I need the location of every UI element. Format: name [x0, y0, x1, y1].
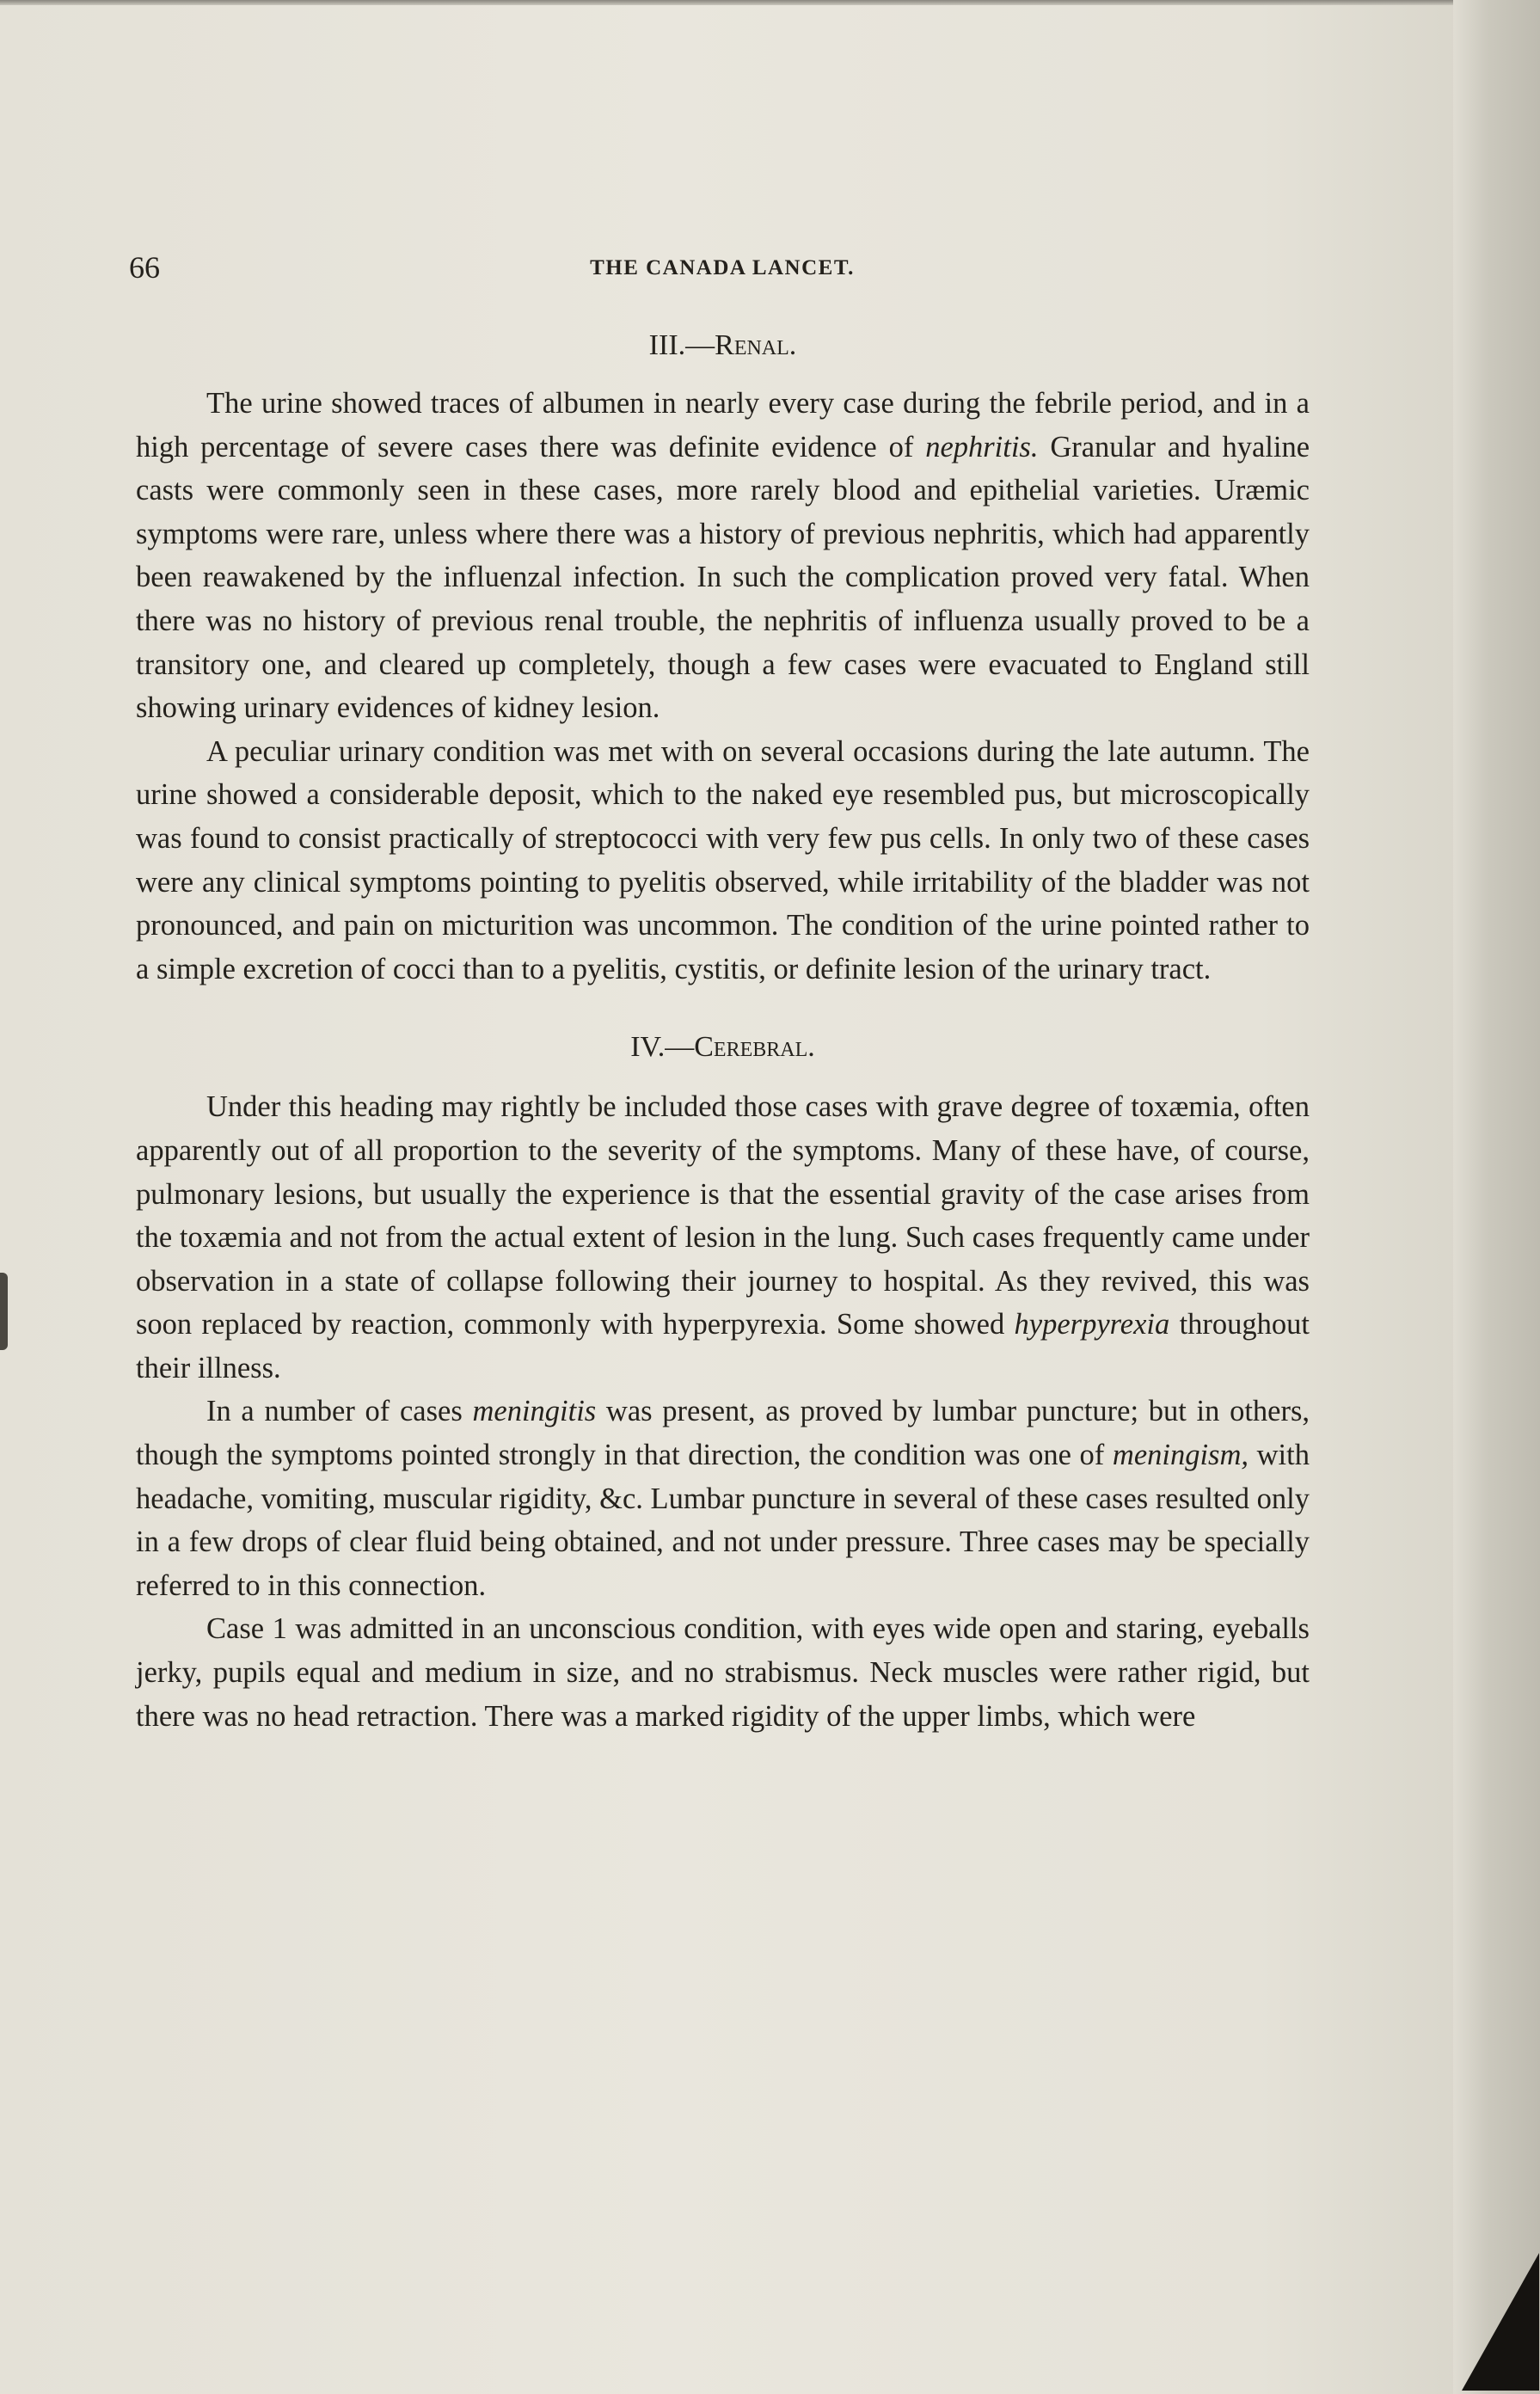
text-run: was present, as proved by lumbar puncture; but in others, though the symptoms pointed strongly in that direction, the condition was one of — [136, 1395, 1310, 1472]
paragraph — [136, 730, 1310, 991]
italic-term: meningism, — [1112, 1439, 1249, 1472]
text-run: with headache, vomiting, muscular rigidity, &c. Lumbar puncture in several of these cases resulted only in a few drops of clear fluid being obtained, and not under pressure. Three cases may be specially referred to in this connection. — [136, 1439, 1310, 1602]
text-run: A peculiar urinary condition was met with on several occasions during the late autumn. The urine showed a considerable deposit, which to the naked eye resembled pus, but microscopically was found to consist practically of streptococci with very few pus cells. In only two of these cases were any clinical symptoms pointing to pyelitis observed, while irritability of the bladder was not pronounced, and pain on micturition was uncommon. The condition of the urine pointed rather to a simple excretion of cocci than to a pyelitis, cystitis, or definite lesion of the urinary tract. — [136, 734, 1310, 985]
section-heading-cerebral — [136, 1028, 1310, 1066]
page-edge-shadow — [1453, 0, 1540, 2394]
text-run: throughout their illness. — [136, 1308, 1310, 1384]
paragraph — [136, 1390, 1310, 1607]
italic-term: meningitis — [472, 1395, 597, 1428]
section-title: Cerebral. — [694, 1031, 815, 1064]
text-run: Granular and hyaline casts were commonly seen in these cases, more rarely blood and epithelial varieties. Uræmic symptoms were rare, unless where there was a history of previous nephritis, which had apparently been reawakened by the influenzal infection. In such the complication proved very fatal. When there was no history of previous renal trouble, the nephritis of influenza usually proved to be a transitory one, and cleared up completely, though a few cases were evacuated to England still showing urinary evidences of kidney lesion. — [136, 430, 1310, 725]
section-title: Renal. — [715, 329, 797, 361]
text-run: Under this heading may rightly be included those cases with grave degree of toxæmia, often apparently out of all proportion to the severity of the symptoms. Many of these have, of course, pulmonary lesions, but usually the experience is that the essential gravity of the case arises from the toxæmia and not from the actual extent of lesion in the lung. Such cases frequently came under observation in a state of collapse following their journey to hospital. As they revived, this was soon replaced by reaction, commonly with hyperpyrexia. Some showed — [136, 1090, 1310, 1341]
text-run: Case 1 was admitted in an unconscious condition, with eyes wide open and staring, eyeballs jerky, pupils equal and medium in size, and no strabismus. Neck muscles were rather rigid, but there was no head retraction. There was a marked rigidity of the upper limbs, which were — [136, 1612, 1310, 1733]
text-run: The urine showed traces of albumen in nearly every case during the febrile period, and in a high percentage of severe cases there was definite evidence of — [136, 387, 1310, 463]
running-head — [129, 249, 1316, 287]
paragraph — [136, 1085, 1310, 1390]
paragraph — [136, 382, 1310, 730]
article-body — [136, 327, 1310, 1738]
section-heading-renal — [136, 327, 1310, 365]
text-run: In a number of cases — [206, 1395, 473, 1428]
section-number: IV.— — [630, 1031, 695, 1064]
section-number: III.— — [648, 329, 715, 361]
page-top-edge — [0, 0, 1462, 5]
italic-term: hyperpyrexia — [1014, 1308, 1170, 1341]
journal-title: THE CANADA LANCET. — [590, 256, 855, 279]
page-number: 66 — [129, 250, 160, 285]
corner-shadow — [1462, 2253, 1539, 2391]
binding-mark — [0, 1273, 8, 1350]
paragraph — [136, 1607, 1310, 1738]
italic-term: nephritis. — [925, 430, 1039, 463]
